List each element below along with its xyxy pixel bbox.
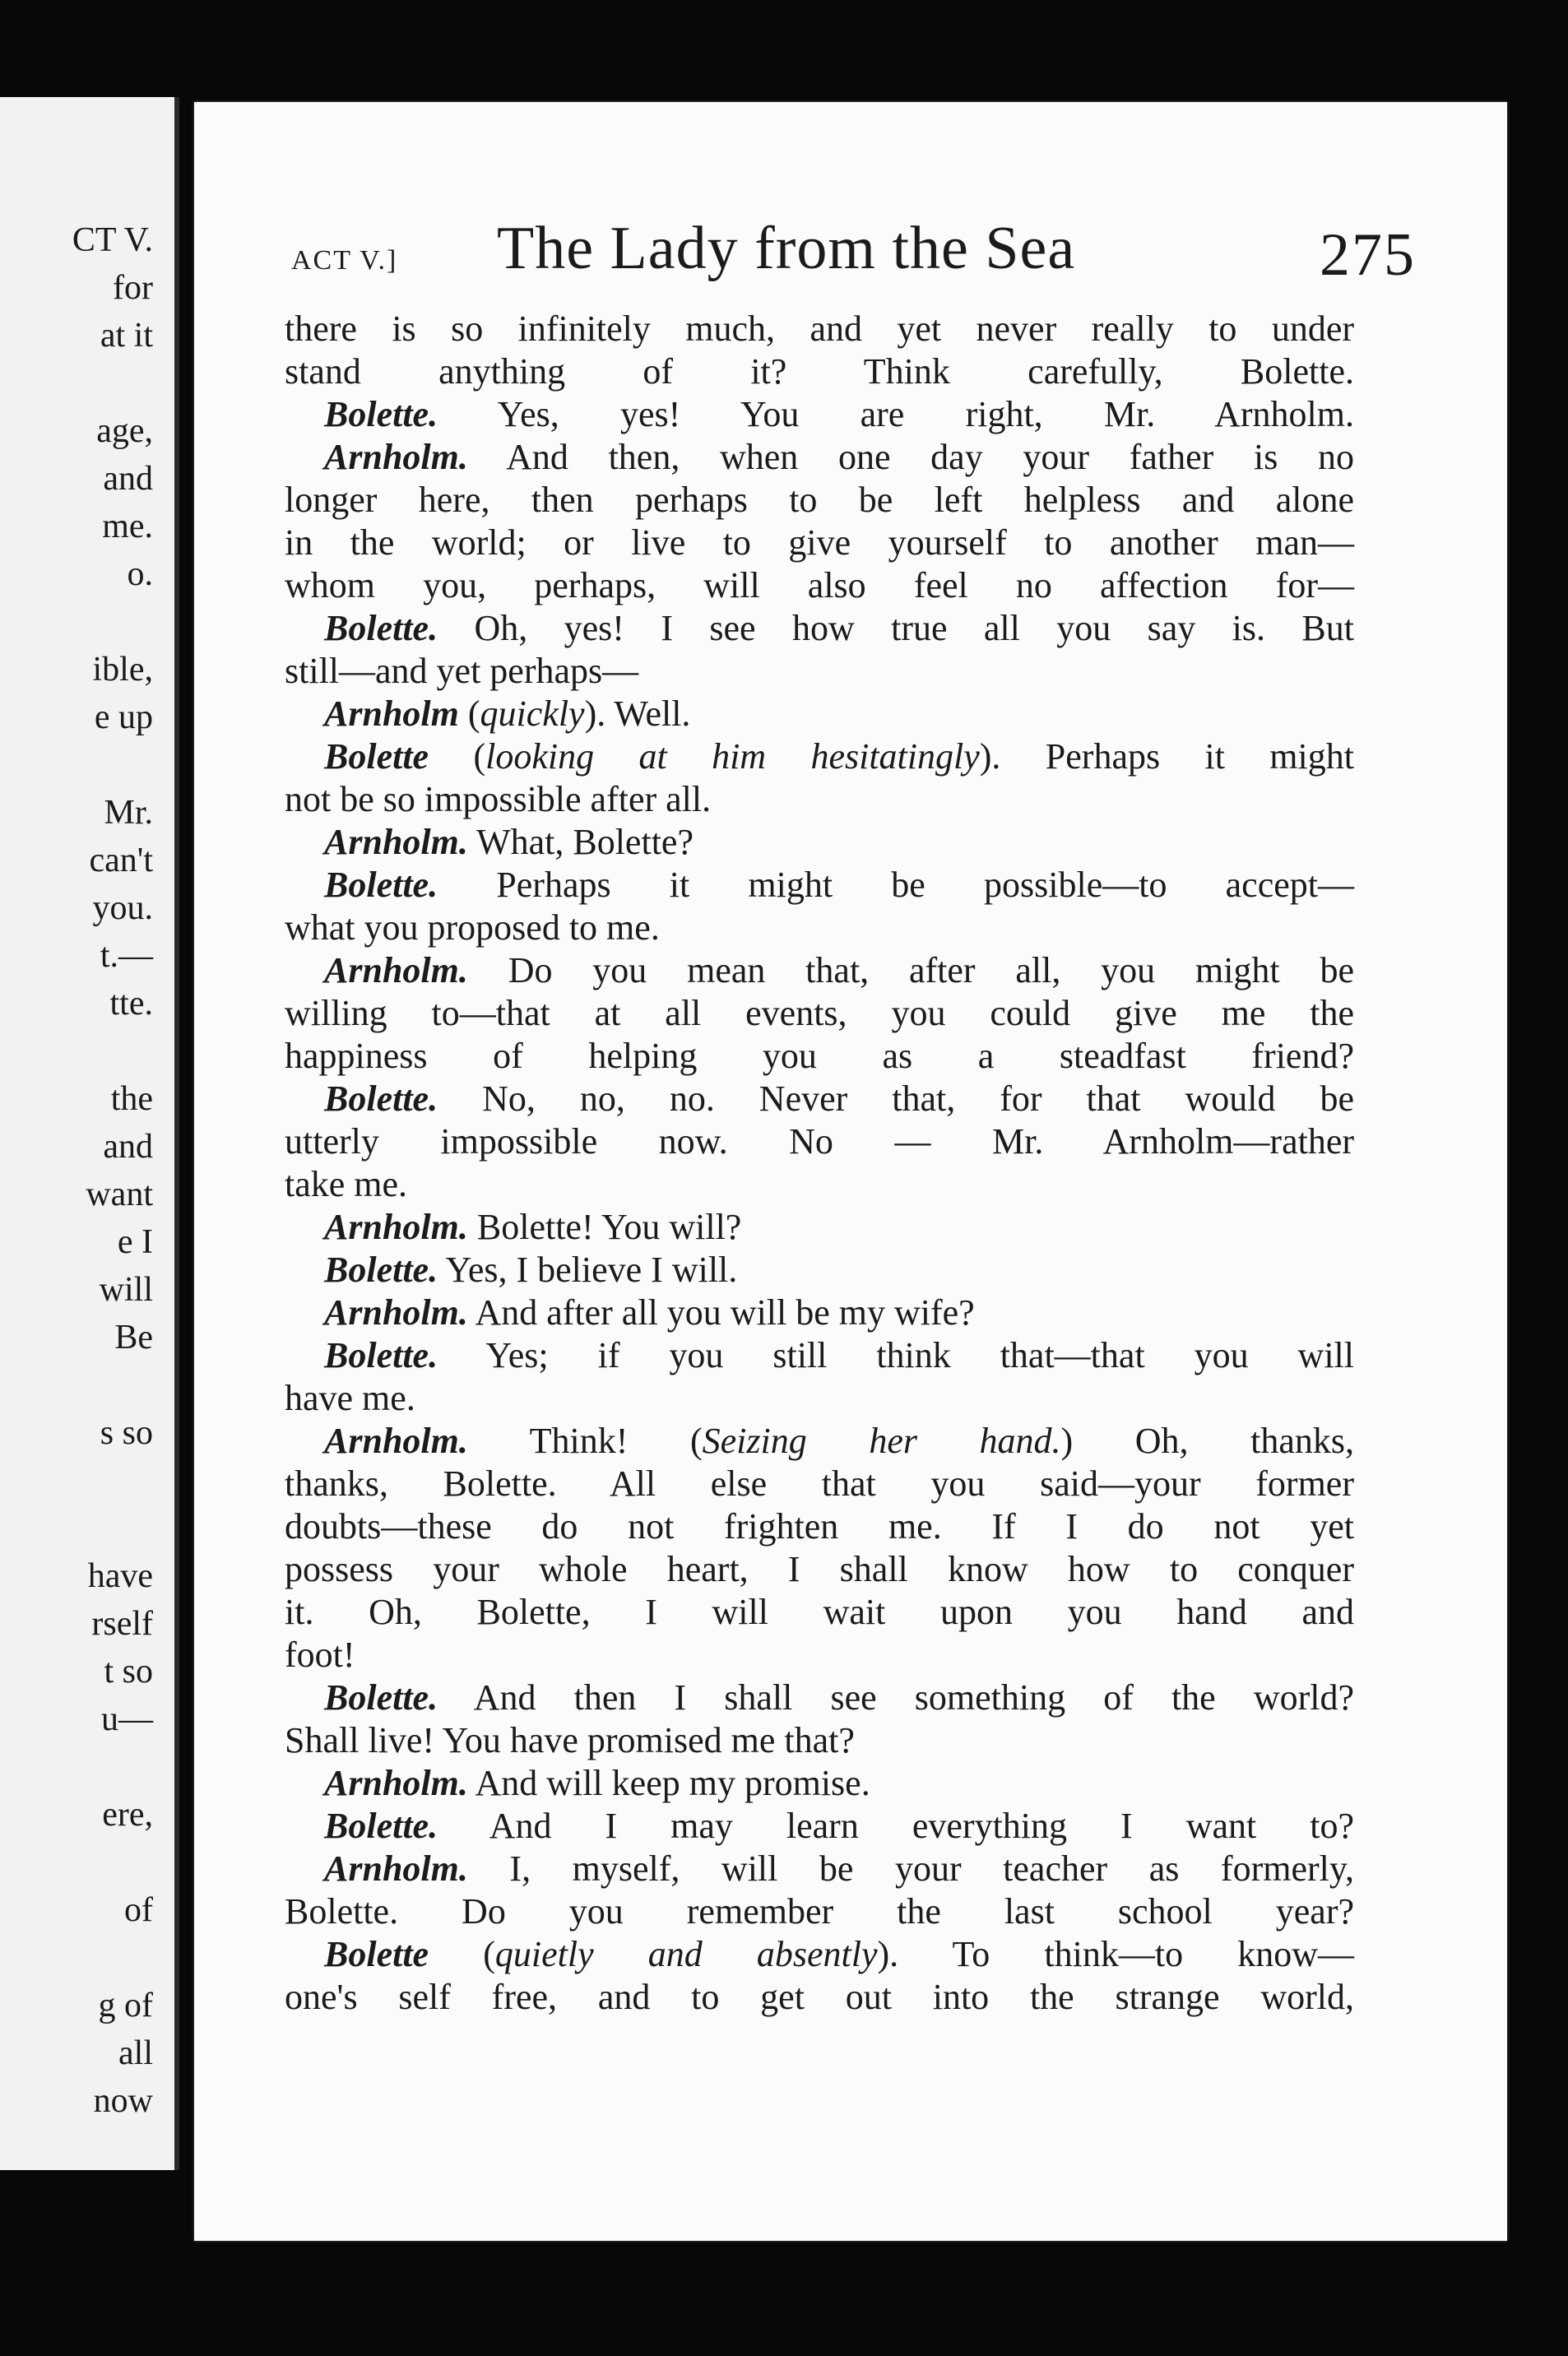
speaker-name: Bolette. xyxy=(324,1078,438,1119)
dialogue-text: have me. xyxy=(285,1378,415,1418)
speaker-name: Bolette. xyxy=(324,1335,438,1375)
text-line xyxy=(285,607,1354,650)
dialogue-text: ( xyxy=(429,736,486,777)
text-line xyxy=(285,1249,1354,1292)
dialogue-text: possess your whole heart, I shall know how to conquer xyxy=(285,1549,1354,1589)
text-line xyxy=(285,1634,1354,1677)
dialogue-text: Do you mean that, after all, you might be xyxy=(467,950,1354,990)
dialogue-text: Think! ( xyxy=(467,1421,703,1461)
dialogue-text: ). Perhaps it might xyxy=(979,736,1354,777)
text-line xyxy=(285,308,1354,350)
text-line xyxy=(285,1677,1354,1719)
text-line xyxy=(285,436,1354,479)
text-line xyxy=(285,992,1354,1035)
speaker-name: Arnholm. xyxy=(324,1421,468,1461)
speaker-name: Arnholm. xyxy=(324,1207,468,1247)
dialogue-text: ) Oh, thanks, xyxy=(1060,1421,1354,1461)
text-line xyxy=(285,907,1354,949)
previous-page-line: me. xyxy=(102,508,153,545)
dialogue-text: And I may learn everything I want to? xyxy=(438,1806,1354,1846)
play-text xyxy=(285,308,1354,2019)
previous-page-line: e I xyxy=(117,1223,153,1261)
previous-page-line: and xyxy=(103,460,153,498)
previous-page-line: can't xyxy=(89,842,153,879)
text-line xyxy=(285,693,1354,735)
previous-page-line: u— xyxy=(101,1700,153,1738)
dialogue-text: And then, when one day your father is no xyxy=(467,437,1354,477)
previous-page-line: the xyxy=(110,1080,153,1118)
previous-page-line: for xyxy=(113,269,153,307)
dialogue-text: Shall live! You have promised me that? xyxy=(285,1720,855,1760)
text-line xyxy=(285,1505,1354,1548)
previous-page-line: have xyxy=(87,1557,153,1595)
previous-page-line: you. xyxy=(92,889,153,927)
text-line xyxy=(285,864,1354,907)
dialogue-text: ). Well. xyxy=(584,693,691,734)
text-line xyxy=(285,1334,1354,1377)
dialogue-text: Oh, yes! I see how true all you say is. But xyxy=(438,608,1354,648)
previous-page-line: t.— xyxy=(100,937,153,975)
text-line xyxy=(285,1719,1354,1762)
dialogue-text: what you proposed to me. xyxy=(285,907,660,948)
text-line xyxy=(285,1548,1354,1591)
dialogue-text: one's self free, and to get out into the strange world, xyxy=(285,1977,1354,2017)
dialogue-text: utterly impossible now. No — Mr. Arnholm—rather xyxy=(285,1121,1354,1162)
speaker-name: Arnholm. xyxy=(324,1763,468,1803)
text-line xyxy=(285,1933,1354,1976)
text-line xyxy=(285,1035,1354,1078)
dialogue-text: ). To think—to know— xyxy=(877,1934,1354,1974)
text-line xyxy=(285,1377,1354,1420)
dialogue-text: What, Bolette? xyxy=(467,822,694,862)
dialogue-text: Yes, yes! You are right, Mr. Arnholm. xyxy=(438,394,1354,434)
previous-page-line: want xyxy=(86,1176,153,1213)
text-line xyxy=(285,522,1354,564)
text-line xyxy=(285,1890,1354,1933)
stage-direction: quietly and absently xyxy=(494,1934,878,1974)
running-head xyxy=(291,214,1517,313)
previous-page-line: ible, xyxy=(92,651,153,689)
dialogue-text: in the world; or live to give yourself to another man— xyxy=(285,522,1354,563)
speaker-name: Arnholm. xyxy=(324,1848,468,1889)
dialogue-text: No, no, no. Never that, for that would be xyxy=(438,1078,1354,1119)
speaker-name: Bolette. xyxy=(324,608,438,648)
book-title: The Lady from the Sea xyxy=(497,215,1076,282)
dialogue-text: Bolette. Do you remember the last school year? xyxy=(285,1891,1354,1932)
previous-page-line: of xyxy=(124,1891,153,1929)
dialogue-text: whom you, perhaps, will also feel no affection for— xyxy=(285,565,1354,605)
dialogue-text: Yes, I believe I will. xyxy=(438,1250,738,1290)
speaker-name: Arnholm. xyxy=(324,822,468,862)
text-line xyxy=(285,778,1354,821)
previous-page-line: rself xyxy=(91,1605,153,1643)
text-line xyxy=(285,949,1354,992)
dialogue-text: it. Oh, Bolette, I will wait upon you hand and xyxy=(285,1592,1354,1632)
speaker-name: Bolette. xyxy=(324,394,438,434)
previous-page-line: and xyxy=(103,1128,153,1166)
previous-page-line: s so xyxy=(100,1414,153,1452)
previous-page-line: t so xyxy=(104,1653,153,1690)
text-line xyxy=(285,1292,1354,1334)
dialogue-text: happiness of helping you as a steadfast friend? xyxy=(285,1036,1354,1076)
dialogue-text: doubts—these do not frighten me. If I do not yet xyxy=(285,1506,1354,1547)
dialogue-text: And will keep my promise. xyxy=(467,1763,870,1803)
text-line xyxy=(285,1078,1354,1120)
text-line xyxy=(285,1120,1354,1163)
dialogue-text: Yes; if you still think that—that you will xyxy=(438,1335,1354,1375)
text-line xyxy=(285,1463,1354,1505)
dialogue-text: not be so impossible after all. xyxy=(285,779,712,819)
text-line xyxy=(285,650,1354,693)
previous-page-line: now xyxy=(93,2082,153,2120)
text-line xyxy=(285,1848,1354,1890)
text-line xyxy=(285,1805,1354,1848)
speaker-name: Arnholm. xyxy=(324,950,468,990)
dialogue-text: Perhaps it might be possible—to accept— xyxy=(438,865,1354,905)
previous-page-line: Mr. xyxy=(104,794,153,832)
text-line xyxy=(285,1591,1354,1634)
previous-page-line: tte. xyxy=(109,985,153,1023)
speaker-name: Bolette. xyxy=(324,1250,438,1290)
text-line xyxy=(285,479,1354,522)
dialogue-text: there is so infinitely much, and yet never really to under xyxy=(285,308,1354,349)
text-line xyxy=(285,393,1354,436)
stage-direction: Seizing her hand. xyxy=(702,1421,1061,1461)
text-line xyxy=(285,350,1354,393)
dialogue-text: Bolette! You will? xyxy=(467,1207,742,1247)
dialogue-text: thanks, Bolette. All else that you said—your former xyxy=(285,1463,1354,1504)
previous-page-line: e up xyxy=(94,698,153,736)
dialogue-text: still—and yet perhaps— xyxy=(285,651,639,691)
dialogue-text: And after all you will be my wife? xyxy=(467,1292,975,1333)
previous-page-edge xyxy=(0,97,179,2170)
text-line xyxy=(285,1206,1354,1249)
stage-direction: looking at him hesitatingly xyxy=(485,736,980,777)
speaker-name: Arnholm. xyxy=(324,437,468,477)
text-line xyxy=(285,1420,1354,1463)
speaker-name: Bolette xyxy=(324,1934,429,1974)
speaker-name: Bolette. xyxy=(324,865,438,905)
speaker-name: Bolette. xyxy=(324,1806,438,1846)
previous-page-line: o. xyxy=(127,555,153,593)
stage-direction: quickly xyxy=(480,693,585,734)
speaker-name: Arnholm. xyxy=(324,1292,468,1333)
text-line xyxy=(285,564,1354,607)
speaker-name: Arnholm xyxy=(324,693,459,734)
previous-page-line: age, xyxy=(96,412,153,450)
speaker-name: Bolette. xyxy=(324,1677,438,1718)
dialogue-text: ( xyxy=(458,693,480,734)
dialogue-text: I, myself, will be your teacher as formerly, xyxy=(467,1848,1354,1889)
previous-page-line: Be xyxy=(114,1319,153,1357)
previous-page-line: CT V. xyxy=(72,221,153,259)
speaker-name: Bolette xyxy=(324,736,429,777)
previous-page-line: ere, xyxy=(102,1796,153,1834)
text-line xyxy=(285,1163,1354,1206)
text-line xyxy=(285,1762,1354,1805)
text-line xyxy=(285,1976,1354,2019)
page-number: 275 xyxy=(1320,221,1416,289)
act-label: ACT V.] xyxy=(291,245,398,276)
book-page xyxy=(194,102,1507,2241)
previous-page-line: will xyxy=(99,1271,153,1309)
dialogue-text: willing to—that at all events, you could give me the xyxy=(285,993,1354,1033)
dialogue-text: And then I shall see something of the world? xyxy=(438,1677,1354,1718)
dialogue-text: ( xyxy=(429,1934,495,1974)
text-line xyxy=(285,735,1354,778)
text-line xyxy=(285,821,1354,864)
previous-page-line: g of xyxy=(98,1987,153,2024)
dialogue-text: stand anything of it? Think carefully, Bolette. xyxy=(285,351,1354,392)
dialogue-text: foot! xyxy=(285,1635,355,1675)
dialogue-text: take me. xyxy=(285,1164,408,1204)
previous-page-line: at it xyxy=(100,317,153,355)
previous-page-line: all xyxy=(118,2034,153,2072)
dialogue-text: longer here, then perhaps to be left helpless and alone xyxy=(285,480,1354,520)
